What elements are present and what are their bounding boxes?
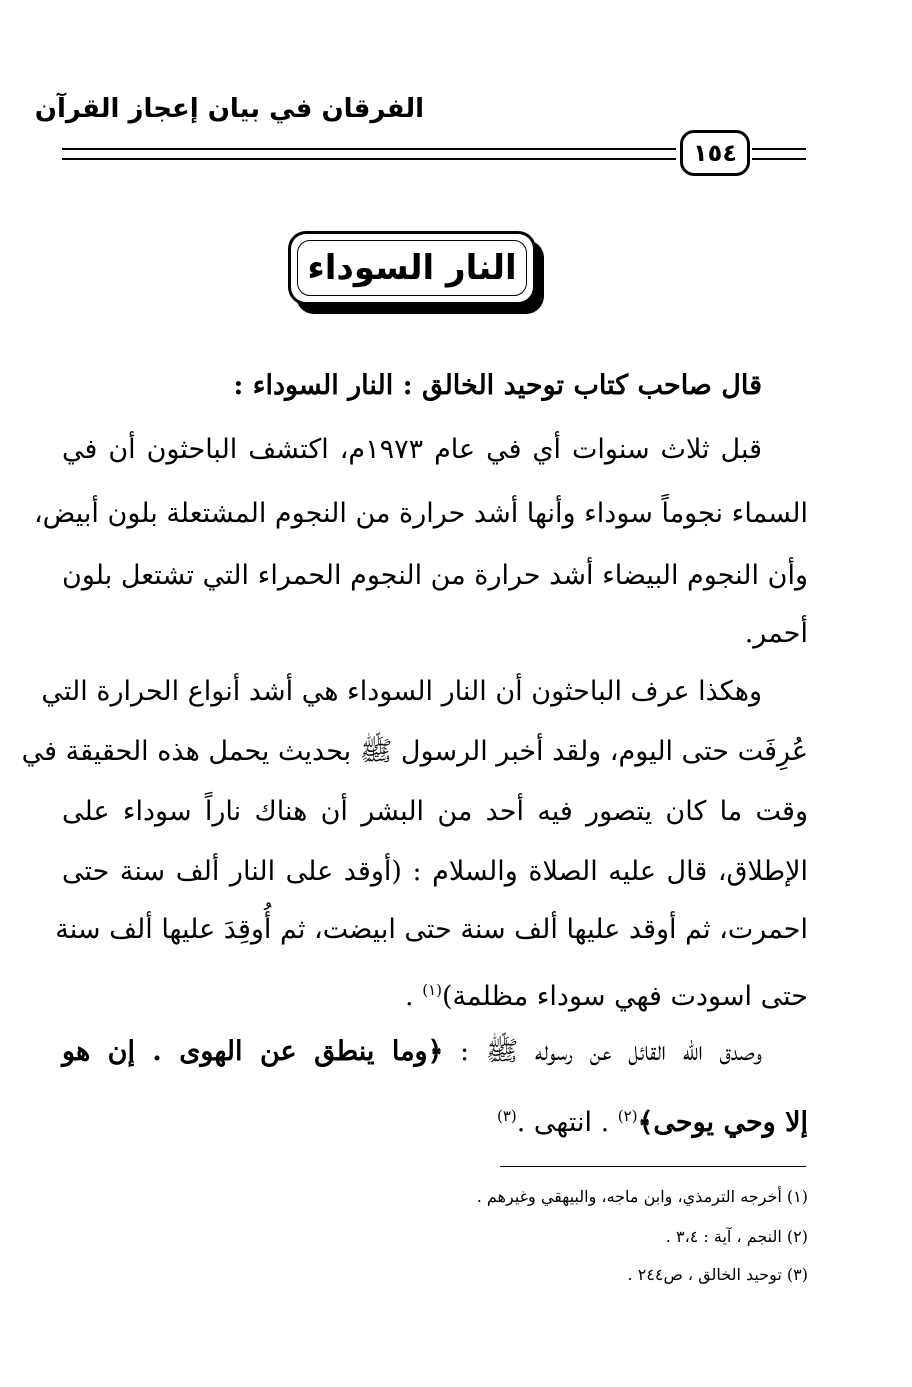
body-line: عُرِفَت حتى اليوم، ولقد أخبر الرسول ﷺ بحديث يحمل هذه الحقيقة في bbox=[21, 736, 808, 767]
body-line: وقت ما كان يتصور فيه أحد من البشر أن هناك ناراً سوداء على bbox=[62, 796, 808, 827]
header-rule bbox=[62, 158, 676, 160]
body-line bbox=[62, 1032, 762, 1072]
page-number: ١٥٤ bbox=[680, 130, 750, 176]
body-line-intro: قال صاحب كتاب توحيد الخالق : النار السوداء : bbox=[233, 370, 762, 401]
body-line bbox=[62, 970, 808, 1017]
body-line: وأن النجوم البيضاء أشد حرارة من النجوم الحمراء التي تشتعل بلون bbox=[62, 560, 808, 591]
quran-quote: ﴿وما ينطق عن الهوى . إن هو bbox=[62, 1036, 444, 1067]
header-rule bbox=[62, 148, 676, 150]
footnote: (٣) توحيد الخالق ، ص٢٤٤ . bbox=[627, 1265, 808, 1284]
body-line: الإطلاق، قال عليه الصلاة والسلام : (أوقد على النار ألف سنة حتى bbox=[62, 856, 808, 887]
footnote-separator bbox=[500, 1166, 806, 1167]
body-line bbox=[62, 1096, 808, 1143]
chapter-title-box bbox=[288, 231, 536, 305]
quran-quote: إلا وحي يوحى﴾ bbox=[637, 1107, 808, 1138]
footnote-ref: (٣) bbox=[496, 1107, 517, 1125]
footnote: (١) أخرجه الترمذي، وابن ماجه، والبيهقي وغيرهم . bbox=[476, 1187, 808, 1206]
footnote: (٢) النجم ، آية : ٣،٤ . bbox=[665, 1227, 808, 1246]
body-line: السماء نجوماً سوداء وأنها أشد حرارة من النجوم المشتعلة بلون أبيض، bbox=[33, 498, 808, 529]
chapter-title: النار السوداء bbox=[307, 248, 517, 288]
header-rule bbox=[752, 158, 806, 160]
body-text: وصدق الله القائل عن رسوله ﷺ : bbox=[443, 1036, 762, 1067]
body-line: وهكذا عرف الباحثون أن النار السوداء هي أشد أنواع الحرارة التي bbox=[41, 676, 762, 707]
header-rule bbox=[752, 148, 806, 150]
body-line: احمرت، ثم أوقد عليها ألف سنة حتى ابيضت، ثم أُوقِدَ عليها ألف سنة bbox=[55, 914, 808, 945]
body-text: . bbox=[405, 981, 423, 1012]
footnote-ref: (١) bbox=[422, 981, 442, 999]
body-text: . انتهى . bbox=[516, 1107, 618, 1138]
running-header-title: الفرقان في بيان إعجاز القرآن bbox=[34, 94, 424, 124]
body-text: حتى اسودت فهي سوداء مظلمة) bbox=[441, 981, 808, 1012]
body-line: أحمر. bbox=[744, 618, 808, 649]
body-line: قبل ثلاث سنوات أي في عام ١٩٧٣م، اكتشف الباحثون أن في bbox=[62, 434, 762, 465]
footnote-ref: (٢) bbox=[617, 1107, 638, 1125]
